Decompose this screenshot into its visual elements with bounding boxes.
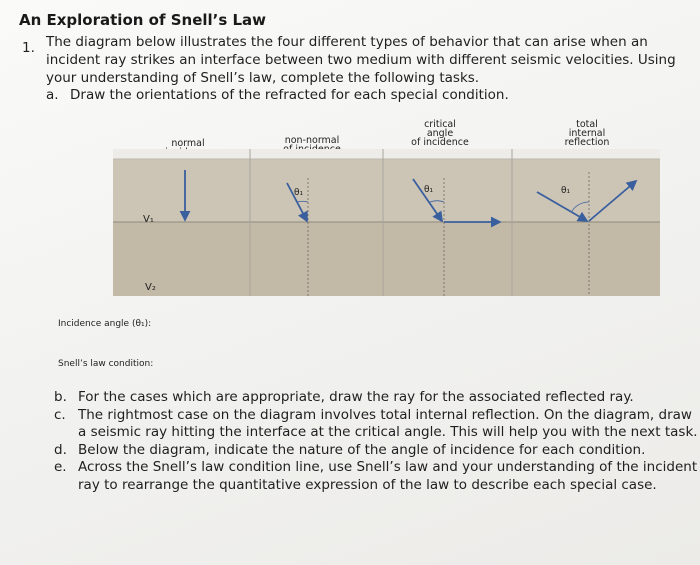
v1-label: V₁ xyxy=(143,214,154,225)
condition-line: critical xyxy=(424,119,456,130)
worksheet-title: An Exploration of Snell’s Law xyxy=(19,11,267,29)
condition-line: total xyxy=(576,119,598,130)
question-number: 1. xyxy=(22,40,35,56)
task-text: The rightmost case on the diagram involves total internal reflection. On the diagram, draw a seismic ray hitting the interface at the critical angle. This will help you with the next task. xyxy=(78,406,698,440)
task-text: For the cases which are appropriate, draw the ray for the associated reflected ray. xyxy=(78,389,634,405)
incidence-angle-label: Incidence angle (θ₁): xyxy=(58,319,152,329)
question-body: The diagram below illustrates the four different types of behavior that can arise when an incident ray strikes an interface between two medium with different seismic velocities. Using your understanding of Snell’s law, complete the following tasks. xyxy=(46,34,676,86)
task-label: d. xyxy=(54,441,67,458)
upper-medium xyxy=(113,159,660,222)
table-header-row xyxy=(113,149,660,159)
task-text: Below the diagram, indicate the nature of the angle of incidence for each condition. xyxy=(78,441,646,458)
task-a-label: a. xyxy=(46,87,59,103)
theta-label: θ₁ xyxy=(561,186,571,196)
theta-label: θ₁ xyxy=(294,188,304,198)
condition-line: angle xyxy=(426,128,454,139)
v2-label: V₂ xyxy=(145,282,156,293)
task-item-e xyxy=(54,459,699,494)
lower-medium xyxy=(113,222,660,296)
task-list xyxy=(54,389,699,494)
task-label: c. xyxy=(54,406,66,423)
condition-line: reflection xyxy=(564,137,610,148)
condition-line: internal xyxy=(568,128,606,139)
condition-line: non-normal xyxy=(284,135,340,146)
task-a-text: Draw the orientations of the refracted for each special condition. xyxy=(70,87,509,103)
theta-label: θ₁ xyxy=(424,185,434,195)
task-label: e. xyxy=(54,459,67,475)
task-item-d xyxy=(54,442,699,460)
condition-line: normal xyxy=(171,138,205,149)
task-item-c xyxy=(54,407,699,442)
task-item-b xyxy=(54,389,699,407)
task-label: b. xyxy=(54,389,67,405)
condition-line: of incidence xyxy=(411,137,469,148)
task-text: Across the Snell’s law condition line, use Snell’s law and your understanding of the incident ray to rearrange the quantitative expression of the law to describe each special case. xyxy=(78,459,698,493)
snells-law-condition-label: Snell’s law condition: xyxy=(58,359,154,369)
